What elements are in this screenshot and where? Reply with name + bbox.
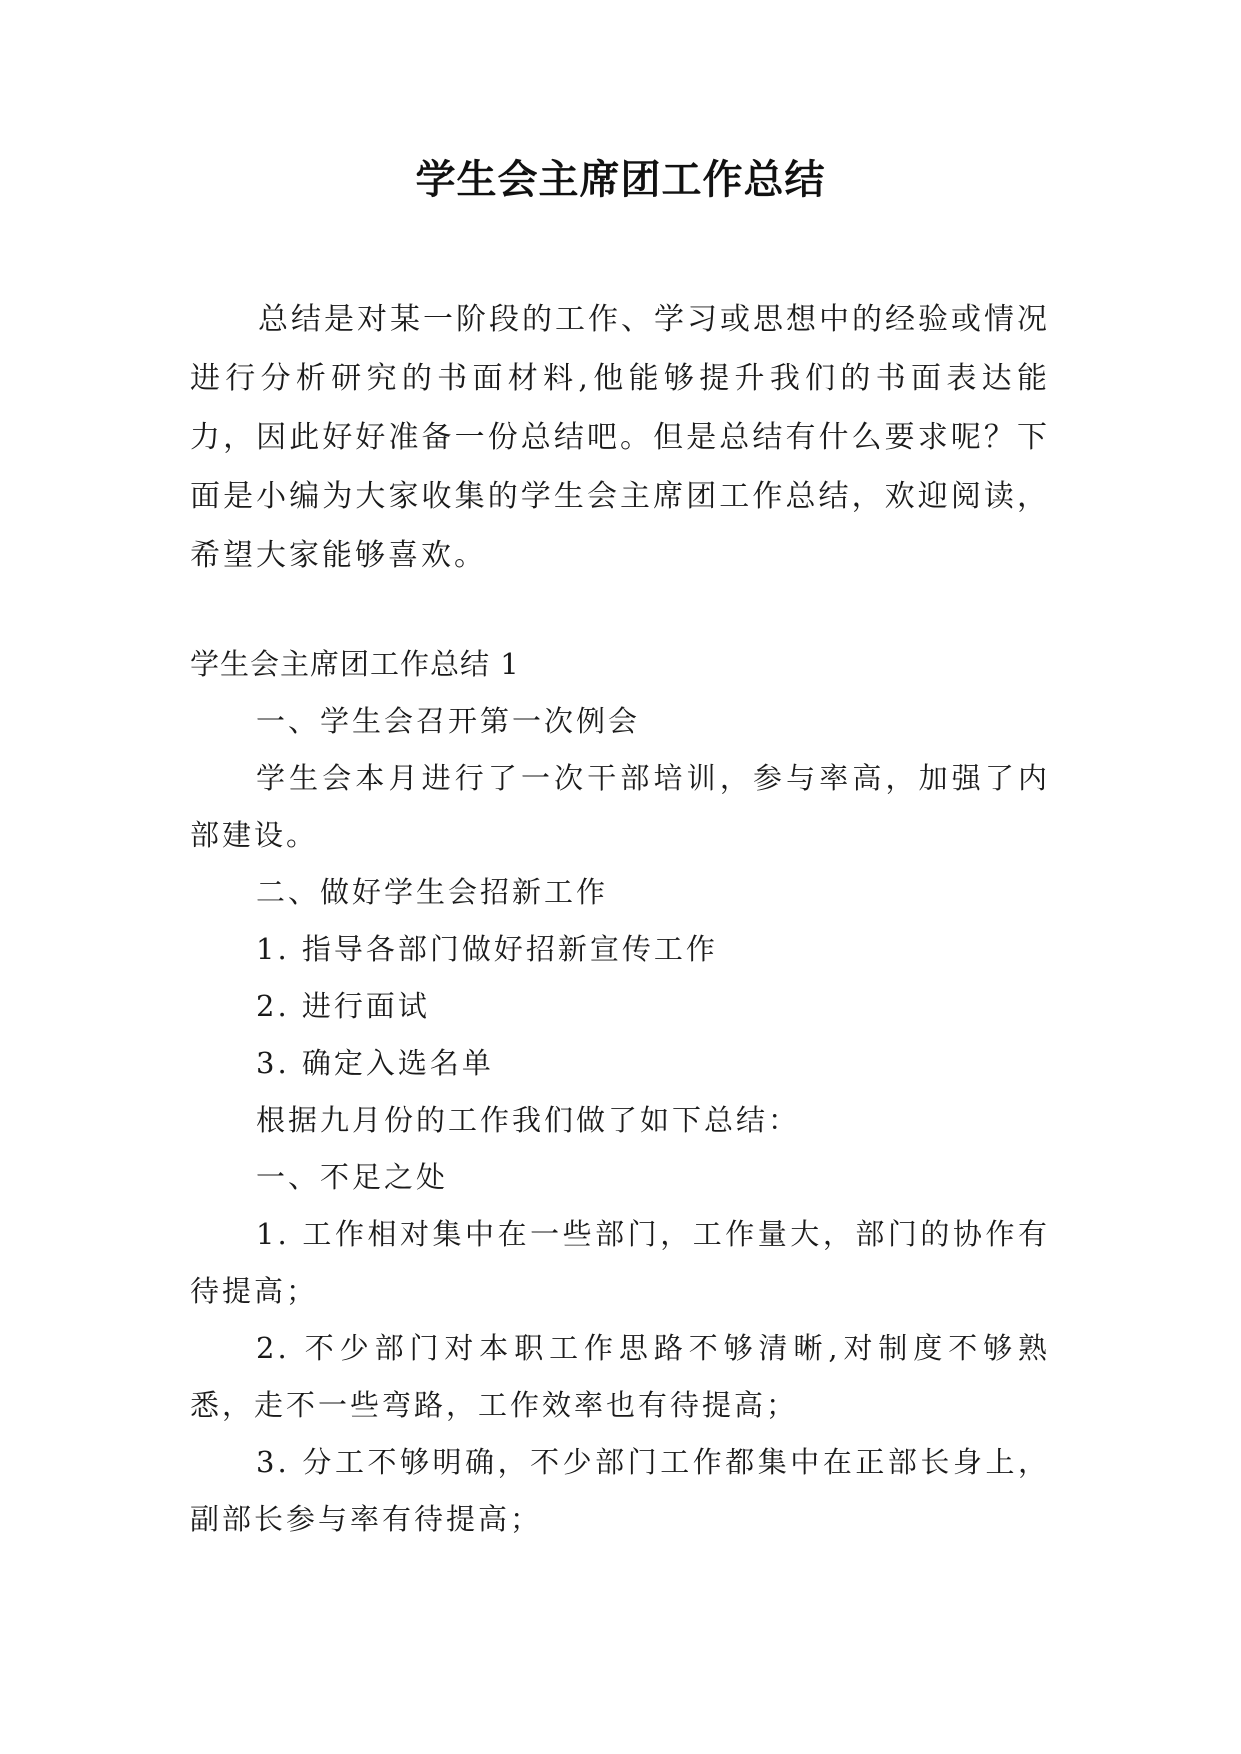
list-item: 2. 进行面试: [256, 989, 430, 1023]
paragraph: 一、学生会召开第一次例会: [256, 704, 641, 738]
list-item: 1. 工作相对集中在一些部门，工作量大，部门的协作有待提高；: [190, 1217, 1050, 1308]
paragraph: 根据九月份的工作我们做了如下总结：: [256, 1103, 801, 1137]
paragraph: 二、做好学生会招新工作: [256, 875, 609, 909]
list-item: 2. 不少部门对本职工作思路不够清晰,对制度不够熟悉，走不一些弯路，工作效率也有待提高；: [190, 1331, 1050, 1422]
intro-paragraph: 总结是对某一阶段的工作、学习或思想中的经验或情况进行分析研究的书面材料,他能够提升我们的书面表达能力，因此好好准备一份总结吧。但是总结有什么要求呢？下面是小编为大家收集的学生会主席团工作总结，欢迎阅读，希望大家能够喜欢。: [190, 302, 1050, 573]
paragraph: 学生会本月进行了一次干部培训，参与率高，加强了内部建设。: [190, 761, 1050, 852]
list-item: 1. 指导各部门做好招新宣传工作: [256, 932, 718, 966]
document-title: 学生会主席团工作总结: [415, 157, 826, 203]
list-item: 3. 确定入选名单: [256, 1046, 494, 1080]
section-title: 学生会主席团工作总结 1: [190, 647, 520, 681]
paragraph: 一、不足之处: [256, 1160, 449, 1194]
document-body: [190, 636, 1050, 1548]
list-item: 3. 分工不够明确，不少部门工作都集中在正部长身上，副部长参与率有待提高；: [190, 1445, 1050, 1536]
